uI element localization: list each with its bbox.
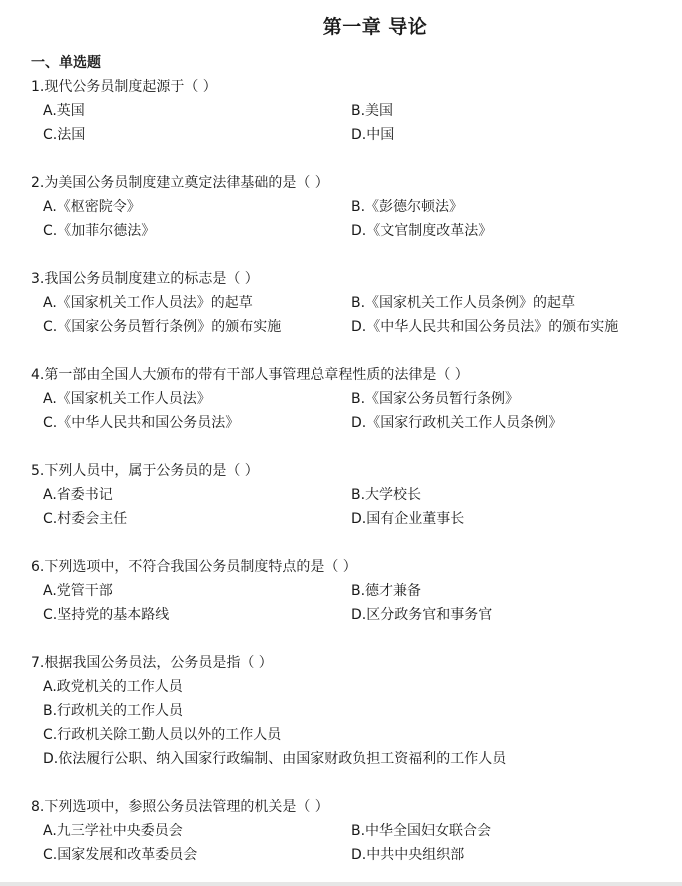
question-2-stem: 2.为美国公务员制度建立奠定法律基础的是（ ）	[31, 175, 329, 191]
question-8-option-c[interactable]: C.国家发展和改革委员会	[43, 847, 198, 863]
question-4-option-a[interactable]: A.《国家机关工作人员法》	[43, 391, 211, 407]
question-5-stem: 5.下列人员中，属于公务员的是（ ）	[31, 463, 259, 479]
question-7-option-c[interactable]: C.行政机关除工勤人员以外的工作人员	[43, 727, 282, 743]
question-1-option-d[interactable]: D.中国	[351, 127, 395, 143]
question-8-option-d[interactable]: D.中共中央组织部	[351, 847, 465, 863]
question-1-option-b[interactable]: B.美国	[351, 103, 394, 119]
question-7-option-a[interactable]: A.政党机关的工作人员	[43, 679, 183, 695]
question-2-option-b[interactable]: B.《彭德尔顿法》	[351, 199, 464, 215]
question-6-stem: 6.下列选项中，不符合我国公务员制度特点的是（ ）	[31, 559, 357, 575]
question-4-option-b[interactable]: B.《国家公务员暂行条例》	[351, 391, 520, 407]
question-1-option-c[interactable]: C.法国	[43, 127, 86, 143]
question-3-option-c[interactable]: C.《国家公务员暂行条例》的颁布实施	[43, 319, 282, 335]
page-bottom-border	[0, 882, 682, 886]
question-6-option-b[interactable]: B.德才兼备	[351, 583, 422, 599]
question-2-option-d[interactable]: D.《文官制度改革法》	[351, 223, 493, 239]
question-5-option-b[interactable]: B.大学校长	[351, 487, 422, 503]
question-6-option-a[interactable]: A.党管干部	[43, 583, 113, 599]
question-4-option-d[interactable]: D.《国家行政机关工作人员条例》	[351, 415, 563, 431]
question-7-option-d[interactable]: D.依法履行公职、纳入国家行政编制、由国家财政负担工资福利的工作人员	[43, 751, 507, 767]
question-1-option-a[interactable]: A.英国	[43, 103, 85, 119]
question-5-option-d[interactable]: D.国有企业董事长	[351, 511, 465, 527]
question-8-option-a[interactable]: A.九三学社中央委员会	[43, 823, 183, 839]
question-3-option-d[interactable]: D.《中华人民共和国公务员法》的颁布实施	[351, 319, 619, 335]
question-6-option-c[interactable]: C.坚持党的基本路线	[43, 607, 170, 623]
question-7-option-b[interactable]: B.行政机关的工作人员	[43, 703, 184, 719]
question-3-option-b[interactable]: B.《国家机关工作人员条例》的起草	[351, 295, 576, 311]
question-3-stem: 3.我国公务员制度建立的标志是（ ）	[31, 271, 259, 287]
question-6-option-d[interactable]: D.区分政务官和事务官	[351, 607, 493, 623]
question-2-option-c[interactable]: C.《加菲尔德法》	[43, 223, 156, 239]
page-title: 第一章 导论	[322, 16, 428, 38]
question-3-option-a[interactable]: A.《国家机关工作人员法》的起草	[43, 295, 253, 311]
question-5-option-c[interactable]: C.村委会主任	[43, 511, 128, 527]
question-2-option-a[interactable]: A.《枢密院令》	[43, 199, 141, 215]
question-4-stem: 4.第一部由全国人大颁布的带有干部人事管理总章程性质的法律是（ ）	[31, 367, 469, 383]
question-1-stem: 1.现代公务员制度起源于（ ）	[31, 79, 217, 95]
section-heading: 一、单选题	[31, 55, 101, 71]
question-8-option-b[interactable]: B.中华全国妇女联合会	[351, 823, 492, 839]
question-8-stem: 8.下列选项中，参照公务员法管理的机关是（ ）	[31, 799, 329, 815]
question-5-option-a[interactable]: A.省委书记	[43, 487, 113, 503]
question-7-stem: 7.根据我国公务员法，公务员是指（ ）	[31, 655, 273, 671]
question-4-option-c[interactable]: C.《中华人民共和国公务员法》	[43, 415, 240, 431]
